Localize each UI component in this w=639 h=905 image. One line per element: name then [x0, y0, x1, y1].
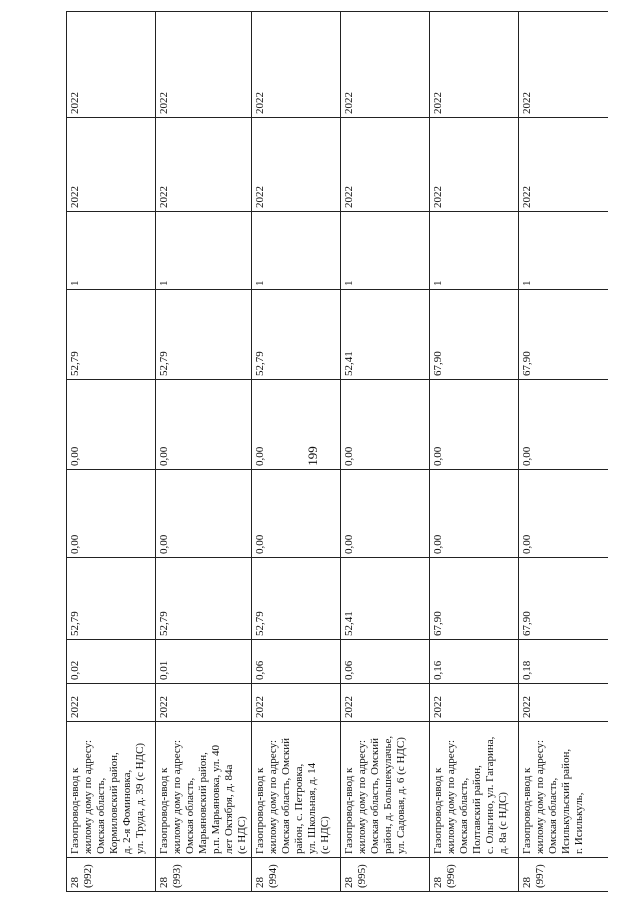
object-subcode: (993)	[171, 864, 183, 888]
year-start-cell: 2022	[67, 684, 156, 722]
object-name-line: район, д. Большекулачье,	[382, 735, 394, 854]
value-4-cell: 0,00	[519, 380, 608, 470]
year-2-cell: 2022	[519, 118, 608, 212]
name-cell	[519, 722, 608, 858]
data-table	[66, 11, 608, 892]
year-3-cell: 2022	[156, 12, 252, 118]
name-cell	[67, 722, 156, 858]
object-name-line: жилому дому по адресу:	[267, 740, 279, 854]
object-code: 28	[343, 877, 355, 888]
value-4-cell: 0,00	[341, 380, 430, 470]
year-3-cell: 2022	[430, 12, 519, 118]
object-name-line: район, с. Петровка,	[293, 763, 305, 854]
value-1-cell: 0,01	[156, 640, 252, 684]
object-code: 28	[69, 877, 81, 888]
year-start-cell: 2022	[252, 684, 341, 722]
value-1-cell: 0,06	[252, 640, 341, 684]
object-name-line: Омская область, Омский	[369, 738, 381, 854]
object-name-line: ул. Труда, д. 39 (с НДС)	[134, 742, 146, 854]
value-1-cell: 0,18	[519, 640, 608, 684]
object-name-line: Кормиловский район,	[108, 752, 120, 854]
value-5-cell: 52,41	[341, 290, 430, 380]
year-2-cell: 2022	[430, 118, 519, 212]
object-name-line: Полтавский район,	[471, 765, 483, 854]
name-cell	[156, 722, 252, 858]
value-5-cell: 67,90	[519, 290, 608, 380]
object-name-line: Марьяновский район,	[197, 752, 209, 854]
object-name-line: (с НДС)	[319, 816, 331, 854]
value-5-cell: 52,79	[252, 290, 341, 380]
code-cell	[341, 858, 430, 892]
object-name-line: (с НДС)	[236, 816, 248, 854]
table-row	[67, 12, 156, 892]
object-name-line: г. Исилькуль,	[573, 792, 585, 854]
year-start-cell: 2022	[519, 684, 608, 722]
object-code: 28	[158, 877, 170, 888]
code-cell	[67, 858, 156, 892]
value-3-cell: 0,00	[430, 470, 519, 558]
year-3-cell: 2022	[252, 12, 341, 118]
table-row	[519, 12, 608, 892]
value-2-cell: 67,90	[430, 558, 519, 640]
object-name-line: Омская область, Омский	[280, 738, 292, 854]
name-cell	[430, 722, 519, 858]
value-3-cell: 0,00	[252, 470, 341, 558]
object-code: 28	[521, 877, 533, 888]
value-4-cell: 0,00	[430, 380, 519, 470]
year-2-cell: 2022	[67, 118, 156, 212]
object-name-line: д. 2-я Фоминовка,	[121, 769, 133, 854]
object-name-line: Газопровод-ввод к	[521, 767, 533, 854]
object-subcode: (995)	[356, 864, 368, 888]
object-name-line: д. 8а (с НДС)	[497, 792, 509, 854]
table-row	[341, 12, 430, 892]
value-4-cell: 0,00	[156, 380, 252, 470]
year-3-cell: 2022	[519, 12, 608, 118]
value-6-cell: 1	[519, 212, 608, 290]
table-row	[156, 12, 252, 892]
value-6-cell: 1	[156, 212, 252, 290]
object-name-line: Омская область,	[458, 777, 470, 854]
object-name-line: лет Октября, д. 84а	[223, 764, 235, 854]
object-name-line: жилому дому по адресу:	[82, 740, 94, 854]
value-1-cell: 0,02	[67, 640, 156, 684]
object-name-line: Газопровод-ввод к	[254, 767, 266, 854]
object-name-line: с. Ольгино, ул. Гагарина,	[484, 736, 496, 854]
value-5-cell: 52,79	[67, 290, 156, 380]
table-body	[67, 12, 608, 892]
value-6-cell: 1	[252, 212, 341, 290]
code-cell	[252, 858, 341, 892]
object-name-line: Омская область,	[95, 777, 107, 854]
object-name-line: жилому дому по адресу:	[171, 740, 183, 854]
value-6-cell: 1	[341, 212, 430, 290]
object-name-line: жилому дому по адресу:	[356, 740, 368, 854]
code-cell	[519, 858, 608, 892]
value-2-cell: 52,79	[67, 558, 156, 640]
object-name-line: Газопровод-ввод к	[432, 767, 444, 854]
year-start-cell: 2022	[156, 684, 252, 722]
value-2-cell: 52,79	[156, 558, 252, 640]
object-name-line: р.п. Марьяновка, ул. 40	[210, 744, 222, 854]
year-3-cell: 2022	[341, 12, 430, 118]
object-code: 28	[254, 877, 266, 888]
value-3-cell: 0,00	[341, 470, 430, 558]
value-2-cell: 52,79	[252, 558, 341, 640]
object-subcode: (996)	[445, 864, 457, 888]
rotated-table-container	[66, 12, 638, 892]
object-name-line: Газопровод-ввод к	[158, 767, 170, 854]
year-start-cell: 2022	[430, 684, 519, 722]
value-3-cell: 0,00	[67, 470, 156, 558]
object-name-line: ул. Школьная, д. 14	[306, 762, 318, 854]
table-row	[430, 12, 519, 892]
table-row	[252, 12, 341, 892]
value-3-cell: 0,00	[519, 470, 608, 558]
object-name-line: Омская область,	[184, 777, 196, 854]
name-cell	[252, 722, 341, 858]
object-name-line: ул. Садовая, д. 6 (с НДС)	[395, 737, 407, 854]
value-6-cell: 1	[67, 212, 156, 290]
name-cell	[341, 722, 430, 858]
object-subcode: (994)	[267, 864, 279, 888]
object-name-line: Газопровод-ввод к	[69, 767, 81, 854]
value-2-cell: 67,90	[519, 558, 608, 640]
value-4-cell: 0,00	[252, 380, 341, 470]
value-3-cell: 0,00	[156, 470, 252, 558]
value-5-cell: 52,79	[156, 290, 252, 380]
object-name-line: Исилькульский район,	[560, 748, 572, 854]
value-2-cell: 52,41	[341, 558, 430, 640]
page-number: 199	[305, 446, 320, 466]
year-2-cell: 2022	[156, 118, 252, 212]
value-1-cell: 0,16	[430, 640, 519, 684]
code-cell	[430, 858, 519, 892]
value-4-cell: 0,00	[67, 380, 156, 470]
value-1-cell: 0,06	[341, 640, 430, 684]
object-subcode: (992)	[82, 864, 94, 888]
object-code: 28	[432, 877, 444, 888]
object-name-line: жилому дому по адресу:	[534, 740, 546, 854]
value-5-cell: 67,90	[430, 290, 519, 380]
year-2-cell: 2022	[252, 118, 341, 212]
value-6-cell: 1	[430, 212, 519, 290]
year-2-cell: 2022	[341, 118, 430, 212]
object-name-line: Омская область,	[547, 777, 559, 854]
year-start-cell: 2022	[341, 684, 430, 722]
object-name-line: жилому дому по адресу:	[445, 740, 457, 854]
object-subcode: (997)	[534, 864, 546, 888]
year-3-cell: 2022	[67, 12, 156, 118]
object-name-line: Газопровод-ввод к	[343, 767, 355, 854]
code-cell	[156, 858, 252, 892]
